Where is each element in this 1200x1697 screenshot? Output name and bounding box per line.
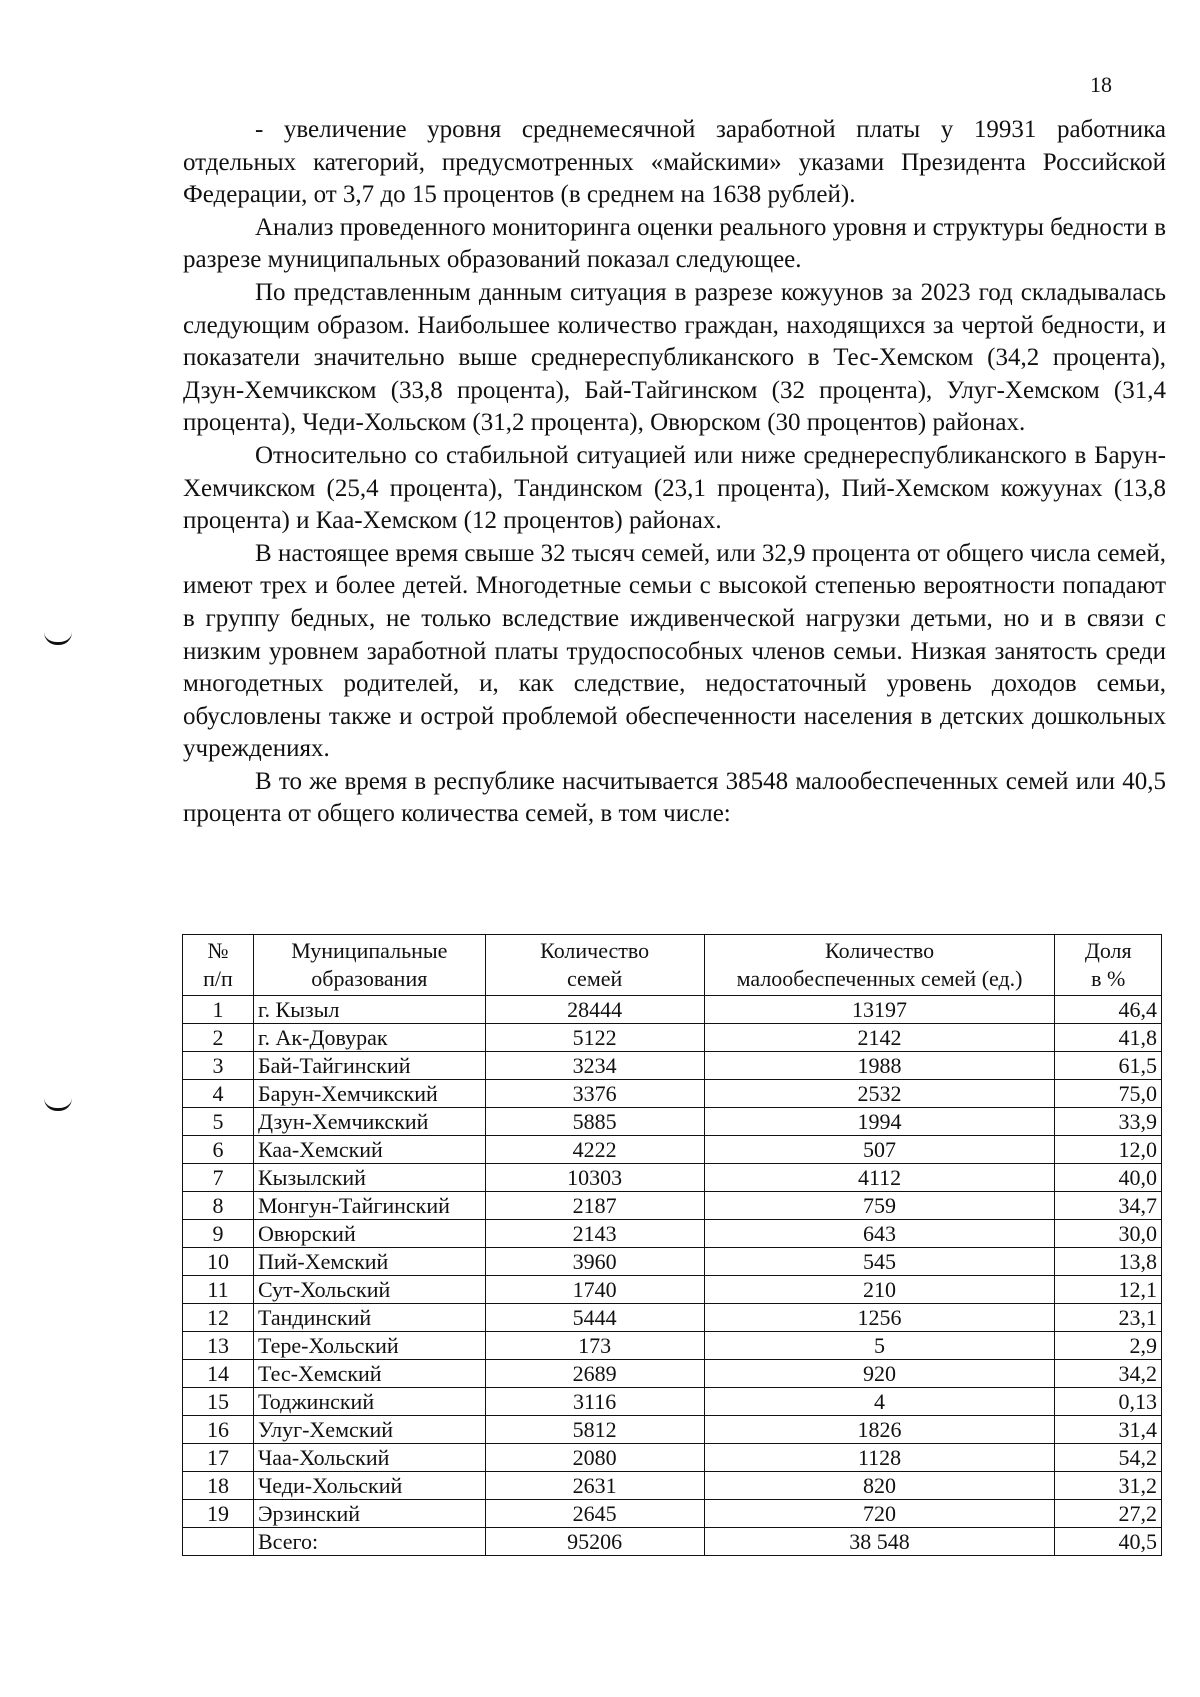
cell-share: 54,2 — [1055, 1444, 1162, 1472]
cell-municipality: Тоджинский — [254, 1388, 486, 1416]
cell-municipality: Бай-Тайгинский — [254, 1052, 486, 1080]
cell-share: 0,13 — [1055, 1388, 1162, 1416]
cell-num: 10 — [183, 1248, 254, 1276]
cell-families: 2143 — [485, 1220, 704, 1248]
table-row — [183, 1388, 1162, 1416]
cell-num: 1 — [183, 996, 254, 1024]
cell-num: 2 — [183, 1024, 254, 1052]
cell-families: 3234 — [485, 1052, 704, 1080]
cell-low-income: 920 — [704, 1360, 1055, 1388]
cell-municipality: Эрзинский — [254, 1500, 486, 1528]
body-text — [183, 114, 1166, 831]
cell-num: 8 — [183, 1192, 254, 1220]
cell-low-income: 2142 — [704, 1024, 1055, 1052]
cell-share: 12,1 — [1055, 1276, 1162, 1304]
cell-num: 3 — [183, 1052, 254, 1080]
cell-low-income: 820 — [704, 1472, 1055, 1500]
table-row — [183, 1360, 1162, 1388]
cell-low-income: 4112 — [704, 1164, 1055, 1192]
table-row — [183, 1052, 1162, 1080]
cell-municipality: Кызылский — [254, 1164, 486, 1192]
table-row — [183, 1080, 1162, 1108]
cell-municipality: Овюрский — [254, 1220, 486, 1248]
cell-municipality: Каа-Хемский — [254, 1136, 486, 1164]
cell-municipality: Тес-Хемский — [254, 1360, 486, 1388]
cell-share: 31,2 — [1055, 1472, 1162, 1500]
cell-share: 30,0 — [1055, 1220, 1162, 1248]
cell-num: 4 — [183, 1080, 254, 1108]
table-row — [183, 996, 1162, 1024]
cell-share: 41,8 — [1055, 1024, 1162, 1052]
low-income-families-table — [182, 934, 1162, 1556]
cell-num: 16 — [183, 1416, 254, 1444]
cell-share: 31,4 — [1055, 1416, 1162, 1444]
table-row — [183, 1220, 1162, 1248]
table-row — [183, 1472, 1162, 1500]
cell-families: 95206 — [485, 1528, 704, 1556]
table-row — [183, 1192, 1162, 1220]
header-num: № п/п — [183, 935, 254, 996]
cell-share: 33,9 — [1055, 1108, 1162, 1136]
paragraph-large-families: В настоящее время свыше 32 тысяч семей, или 32,9 процента от общего числа семей, имеют трех и более детей. Многодетные семьи с высокой степенью вероятности попадают в группу бедных, не только вследствие иждивенческой нагрузки детьми, но и в связи с низким уровнем заработной платы трудоспособных членов семьи. Низкая занятость среди многодетных родителей, и, как следствие, недостаточный уровень доходов семьи, обусловлены также и острой проблемой обеспеченности населения в детских дошкольных учреждениях. — [183, 539, 1166, 763]
table-row — [183, 1164, 1162, 1192]
cell-share: 40,5 — [1055, 1528, 1162, 1556]
paragraph-kozhuun-situation: По представленным данным ситуация в разрезе кожуунов за 2023 год складывалась следующим образом. Наибольшее количество граждан, находящихся за чертой бедности, и показатели значительно выше среднереспубликанского в Тес-Хемском (34,2 процента), Дзун-Хемчикском (33,8 процента), Бай-Тайгинском (32 процента), Улуг-Хемском (31,4 процента), Чеди-Хольском (31,2 процента), Овюрском (30 процентов) районах. — [183, 278, 1166, 437]
cell-num: 19 — [183, 1500, 254, 1528]
table-row — [183, 1500, 1162, 1528]
table-row — [183, 1528, 1162, 1556]
cell-municipality: г. Ак-Довурак — [254, 1024, 486, 1052]
paragraph-wage-increase: - увеличение уровня среднемесячной заработной платы у 19931 работника отдельных категорий, предусмотренных «майскими» указами Президента Российской Федерации, от 3,7 до 15 процентов (в среднем на 1638 рублей). — [183, 116, 1166, 209]
cell-share: 27,2 — [1055, 1500, 1162, 1528]
cell-share: 40,0 — [1055, 1164, 1162, 1192]
cell-families: 2080 — [485, 1444, 704, 1472]
cell-families: 4222 — [485, 1136, 704, 1164]
header-families: Количество семей — [485, 935, 704, 996]
cell-families: 2631 — [485, 1472, 704, 1500]
cell-low-income: 2532 — [704, 1080, 1055, 1108]
cell-share: 46,4 — [1055, 996, 1162, 1024]
cell-families: 3960 — [485, 1248, 704, 1276]
cell-num — [183, 1528, 254, 1556]
cell-families: 5885 — [485, 1108, 704, 1136]
table-row — [183, 1108, 1162, 1136]
cell-families: 3376 — [485, 1080, 704, 1108]
table-header-row — [183, 935, 1162, 996]
cell-low-income: 1128 — [704, 1444, 1055, 1472]
table-row — [183, 1136, 1162, 1164]
paragraph-monitoring-analysis: Анализ проведенного мониторинга оценки реального уровня и структуры бедности в разрезе муниципальных образований показал следующее. — [183, 213, 1166, 274]
cell-share: 34,2 — [1055, 1360, 1162, 1388]
table-row — [183, 1444, 1162, 1472]
cell-low-income: 507 — [704, 1136, 1055, 1164]
cell-low-income: 1826 — [704, 1416, 1055, 1444]
header-share: Доля в % — [1055, 935, 1162, 996]
cell-municipality: Дзун-Хемчикский — [254, 1108, 486, 1136]
cell-low-income: 5 — [704, 1332, 1055, 1360]
cell-families: 173 — [485, 1332, 704, 1360]
cell-num: 13 — [183, 1332, 254, 1360]
cell-share: 61,5 — [1055, 1052, 1162, 1080]
cell-low-income: 1988 — [704, 1052, 1055, 1080]
cell-families: 28444 — [485, 996, 704, 1024]
cell-municipality: Барун-Хемчикский — [254, 1080, 486, 1108]
cell-num: 15 — [183, 1388, 254, 1416]
paragraph-stable-situation: Относительно со стабильной ситуацией или ниже среднереспубликанского в Барун-Хемчикском (25,4 процента), Тандинском (23,1 процента), Пий-Хемском кожуунах (13,8 процента) и Каа-Хемском (12 процентов) районах. — [183, 441, 1166, 535]
cell-families: 3116 — [485, 1388, 704, 1416]
cell-families: 5812 — [485, 1416, 704, 1444]
header-municipality: Муниципальные образования — [254, 935, 486, 996]
cell-num: 9 — [183, 1220, 254, 1248]
cell-municipality: Пий-Хемский — [254, 1248, 486, 1276]
cell-low-income: 643 — [704, 1220, 1055, 1248]
table-row — [183, 1276, 1162, 1304]
cell-low-income: 1256 — [704, 1304, 1055, 1332]
cell-families: 2187 — [485, 1192, 704, 1220]
cell-num: 14 — [183, 1360, 254, 1388]
cell-low-income: 210 — [704, 1276, 1055, 1304]
table-row — [183, 1248, 1162, 1276]
cell-num: 5 — [183, 1108, 254, 1136]
cell-municipality: Всего: — [254, 1528, 486, 1556]
table-body — [183, 996, 1162, 1556]
cell-municipality: Тере-Хольский — [254, 1332, 486, 1360]
cell-num: 18 — [183, 1472, 254, 1500]
cell-share: 2,9 — [1055, 1332, 1162, 1360]
cell-low-income: 13197 — [704, 996, 1055, 1024]
cell-families: 1740 — [485, 1276, 704, 1304]
cell-municipality: Улуг-Хемский — [254, 1416, 486, 1444]
cell-share: 34,7 — [1055, 1192, 1162, 1220]
cell-low-income: 720 — [704, 1500, 1055, 1528]
cell-num: 7 — [183, 1164, 254, 1192]
cell-families: 2645 — [485, 1500, 704, 1528]
table-row — [183, 1024, 1162, 1052]
cell-municipality: Чаа-Хольский — [254, 1444, 486, 1472]
cell-num: 17 — [183, 1444, 254, 1472]
cell-low-income: 4 — [704, 1388, 1055, 1416]
margin-mark — [44, 632, 72, 645]
page-number: 18 — [1090, 72, 1112, 97]
cell-share: 12,0 — [1055, 1136, 1162, 1164]
cell-families: 5444 — [485, 1304, 704, 1332]
table-row — [183, 1304, 1162, 1332]
cell-share: 13,8 — [1055, 1248, 1162, 1276]
margin-mark — [44, 1098, 72, 1111]
cell-municipality: г. Кызыл — [254, 996, 486, 1024]
cell-municipality: Чеди-Хольский — [254, 1472, 486, 1500]
cell-municipality: Сут-Хольский — [254, 1276, 486, 1304]
cell-num: 12 — [183, 1304, 254, 1332]
cell-low-income: 759 — [704, 1192, 1055, 1220]
cell-num: 11 — [183, 1276, 254, 1304]
cell-share: 23,1 — [1055, 1304, 1162, 1332]
header-low-income-families: Количество малообеспеченных семей (ед.) — [704, 935, 1055, 996]
cell-low-income: 545 — [704, 1248, 1055, 1276]
cell-families: 5122 — [485, 1024, 704, 1052]
cell-low-income: 38 548 — [704, 1528, 1055, 1556]
cell-num: 6 — [183, 1136, 254, 1164]
cell-families: 2689 — [485, 1360, 704, 1388]
paragraph-low-income-families: В то же время в республике насчитывается 38548 малообеспеченных семей или 40,5 процента от общего количества семей, в том числе: — [183, 767, 1166, 828]
cell-municipality: Монгун-Тайгинский — [254, 1192, 486, 1220]
table-row — [183, 1416, 1162, 1444]
cell-low-income: 1994 — [704, 1108, 1055, 1136]
cell-share: 75,0 — [1055, 1080, 1162, 1108]
cell-families: 10303 — [485, 1164, 704, 1192]
table-row — [183, 1332, 1162, 1360]
cell-municipality: Тандинский — [254, 1304, 486, 1332]
